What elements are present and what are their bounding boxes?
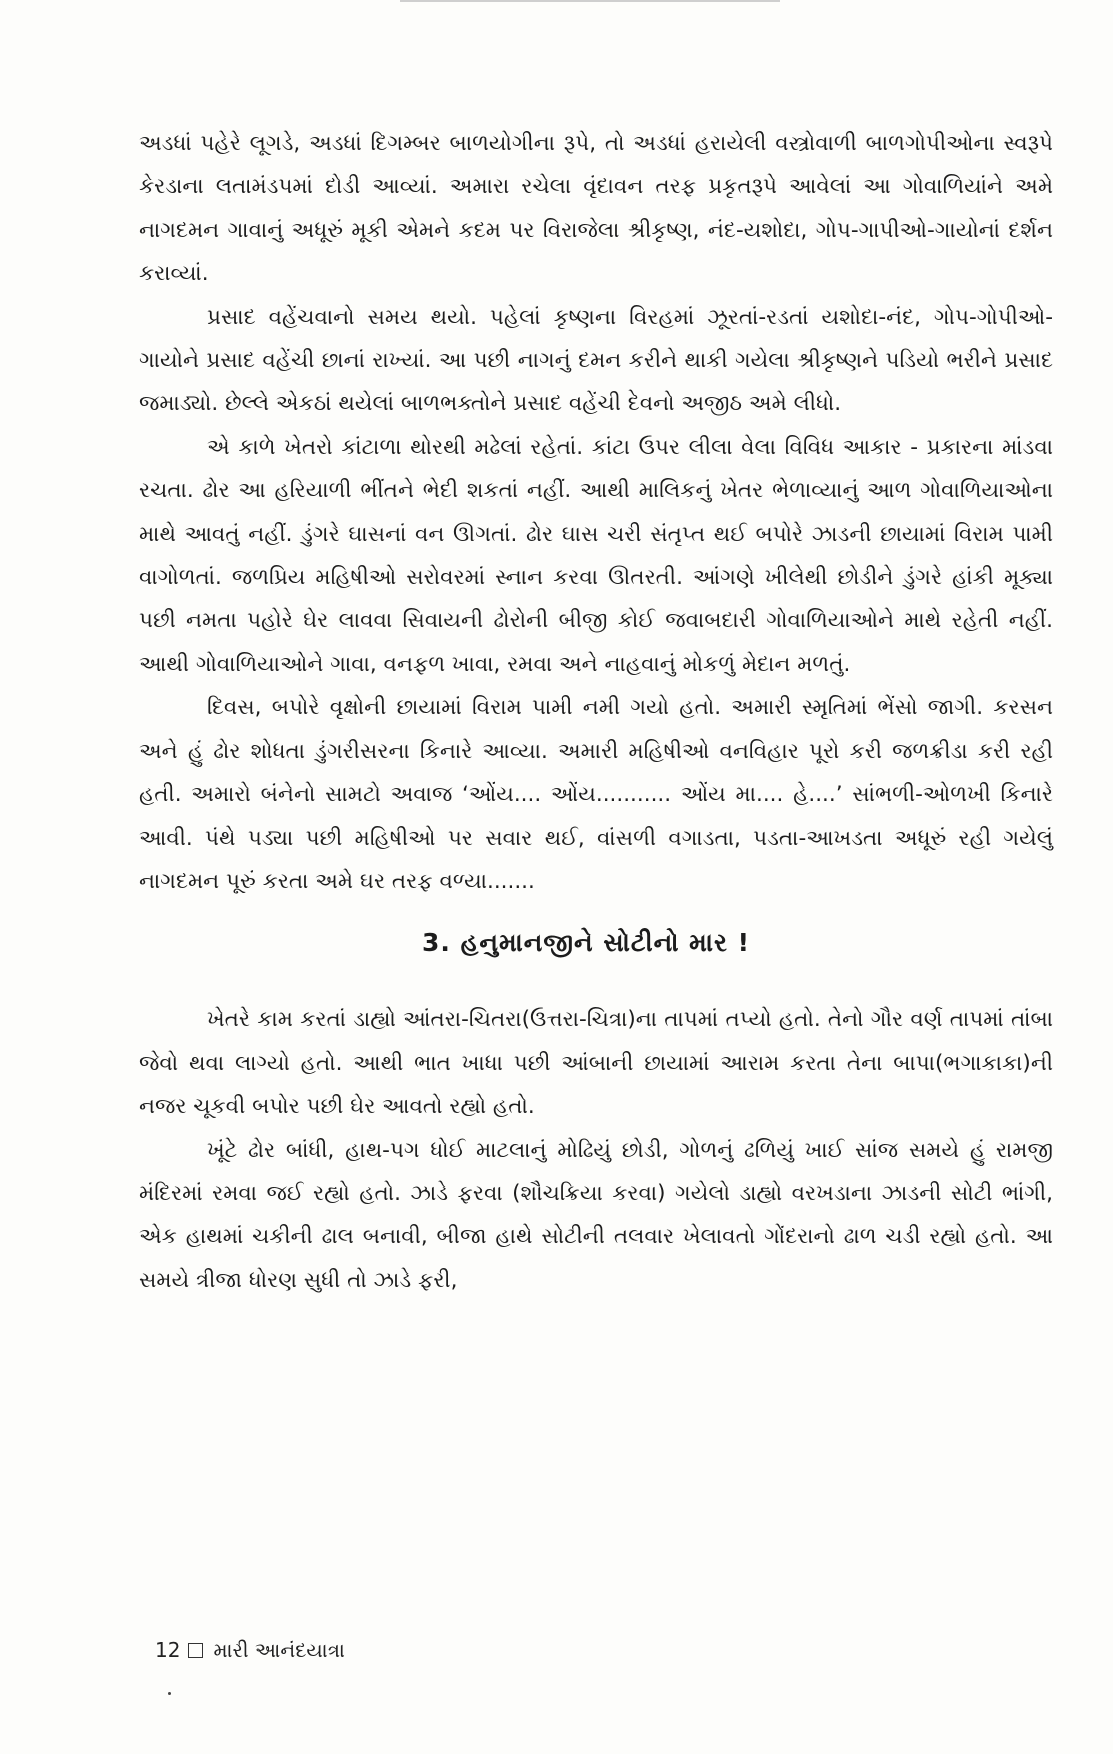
square-bullet-icon <box>188 1643 203 1658</box>
page-number: 12 <box>155 1638 181 1662</box>
section-heading: 3. હનુમાનજીને સોટીનો માર ! <box>422 928 750 958</box>
book-title: મારી આનંદયાત્રા <box>213 1638 345 1662</box>
paragraph-2: પ્રસાદ વહેંચવાનો સમય થયો. પહેલાં કૃષ્ણના વિરહમાં ઝૂરતાં-રડતાં યશોદા-નંદ, ગોપ-ગોપીઓ-ગાયોને પ્રસાદ વહેંચી છાનાં રાખ્યાં. આ પછી નાગનું દમન કરીને થાકી ગયેલા શ્રીકૃષ્ણને પડિયો ભરીને પ્રસાદ જમાડ્યો. છેલ્લે એકઠાં થયેલાં બાળભક્તોને પ્રસાદ વહેંચી દેવનો અજીઠ અમે લીધો. <box>139 304 1053 417</box>
print-speck <box>168 1692 171 1695</box>
paragraph-3: એ કાળે ખેતરો કાંટાળા થોરથી મઢેલાં રહેતાં. કાંટા ઉપર લીલા વેલા વિવિધ આકાર - પ્રકારના માંડવા રચતા. ઢોર આ હરિયાળી ભીંતને ભેદી શકતાં નહીં. આથી માલિકનું ખેતર ભેળાવ્યાનું આળ ગોવાળિયાઓના માથે આવતું નહીં. ડુંગરે ઘાસનાં વન ઊગતાં. ઢોર ઘાસ ચરી સંતૃપ્ત થઈ બપોરે ઝાડની છાયામાં વિરામ પામી વાગોળતાં. જળપ્રિય મહિષીઓ સરોવરમાં સ્નાન કરવા ઊતરતી. આંગણે ખીલેથી છોડીને ડુંગરે હાંકી મૂક્યા પછી નમતા પહોરે ઘેર લાવવા સિવાયની ઢોરોની બીજી કોઈ જવાબદારી ગોવાળિયાઓને માથે રહેતી નહીં. આથી ગોવાળિયાઓને ગાવા, વનફળ ખાવા, રમવા અને નાહવાનું મોકળું મેદાન મળતું. <box>139 434 1053 677</box>
paragraph-4: દિવસ, બપોરે વૃક્ષોની છાયામાં વિરામ પામી નમી ગયો હતો. અમારી સ્મૃતિમાં ભેંસો જાગી. કરસન અને હું ઢોર શોધતા ડુંગરીસરના કિનારે આવ્યા. અમારી મહિષીઓ વનવિહાર પૂરો કરી જળક્રીડા કરી રહી હતી. અમારો બંનેનો સામટો અવાજ ‘ઓંય.... ઓંય........... ઓંય મા.... હે....’ સાંભળી-ઓળખી કિનારે આવી. પંથે પડ્યા પછી મહિષીઓ પર સવાર થઈ, વાંસળી વગાડતા, પડતા-આખડતા અધૂરું રહી ગયેલું નાગદમન પૂરું કરતા અમે ઘર તરફ વળ્યા....... <box>139 695 1053 894</box>
paragraph-5: ખેતરે કામ કરતાં ડાહ્યો આંતરા-ચિતરા(ઉત્તરા-ચિત્રા)ના તાપમાં તપ્યો હતો. તેનો ગૌર વર્ણ તાપમાં તાંબા જેવો થવા લાગ્યો હતો. આથી ભાત ખાધા પછી આંબાની છાયામાં આરામ કરતા તેના બાપા(ભગાકાકા)ની નજર ચૂકવી બપોર પછી ઘેર આવતો રહ્યો હતો. <box>139 1007 1053 1120</box>
paragraph-6: ખૂંટે ઢોર બાંધી, હાથ-પગ ધોઈ માટલાનું મોઢિયું છોડી, ગોળનું ઢળિયું ખાઈ સાંજ સમયે હું રામજી મંદિરમાં રમવા જઈ રહ્યો હતો. ઝાડે ફરવા (શૌચક્રિયા કરવા) ગયેલો ડાહ્યો વરખડાના ઝાડની સોટી ભાંગી, એક હાથમાં ચકીની ઢાલ બનાવી, બીજા હાથે સોટીની તલવાર ખેલાવતો ગોંદરાનો ઢાળ ચડી રહ્યો હતો. આ સમયે ત્રીજા ધોરણ સુધી તો ઝાડે ફરી, <box>139 1137 1053 1293</box>
page-footer <box>155 1638 345 1662</box>
section-gap <box>139 903 1053 928</box>
paragraph-1: અડધાં પહેરે લૂગડે, અડધાં દિગમ્બર બાળયોગીના રૂપે, તો અડધાં હરાયેલી વસ્ત્રોવાળી બાળગોપીઓના સ્વરૂપે કેરડાના લતામંડપમાં દોડી આવ્યાં. અમારા રચેલા વૃંદાવન તરફ પ્રકૃતરૂપે આવેલાં આ ગોવાળિયાંને અમે નાગદમન ગાવાનું અધૂરું મૂકી એમને કદમ પર વિરાજેલા શ્રીકૃષ્ણ, નંદ-યશોદા, ગોપ-ગાપીઓ-ગાયોનાં દર્શન કરાવ્યાં. <box>139 131 1053 287</box>
